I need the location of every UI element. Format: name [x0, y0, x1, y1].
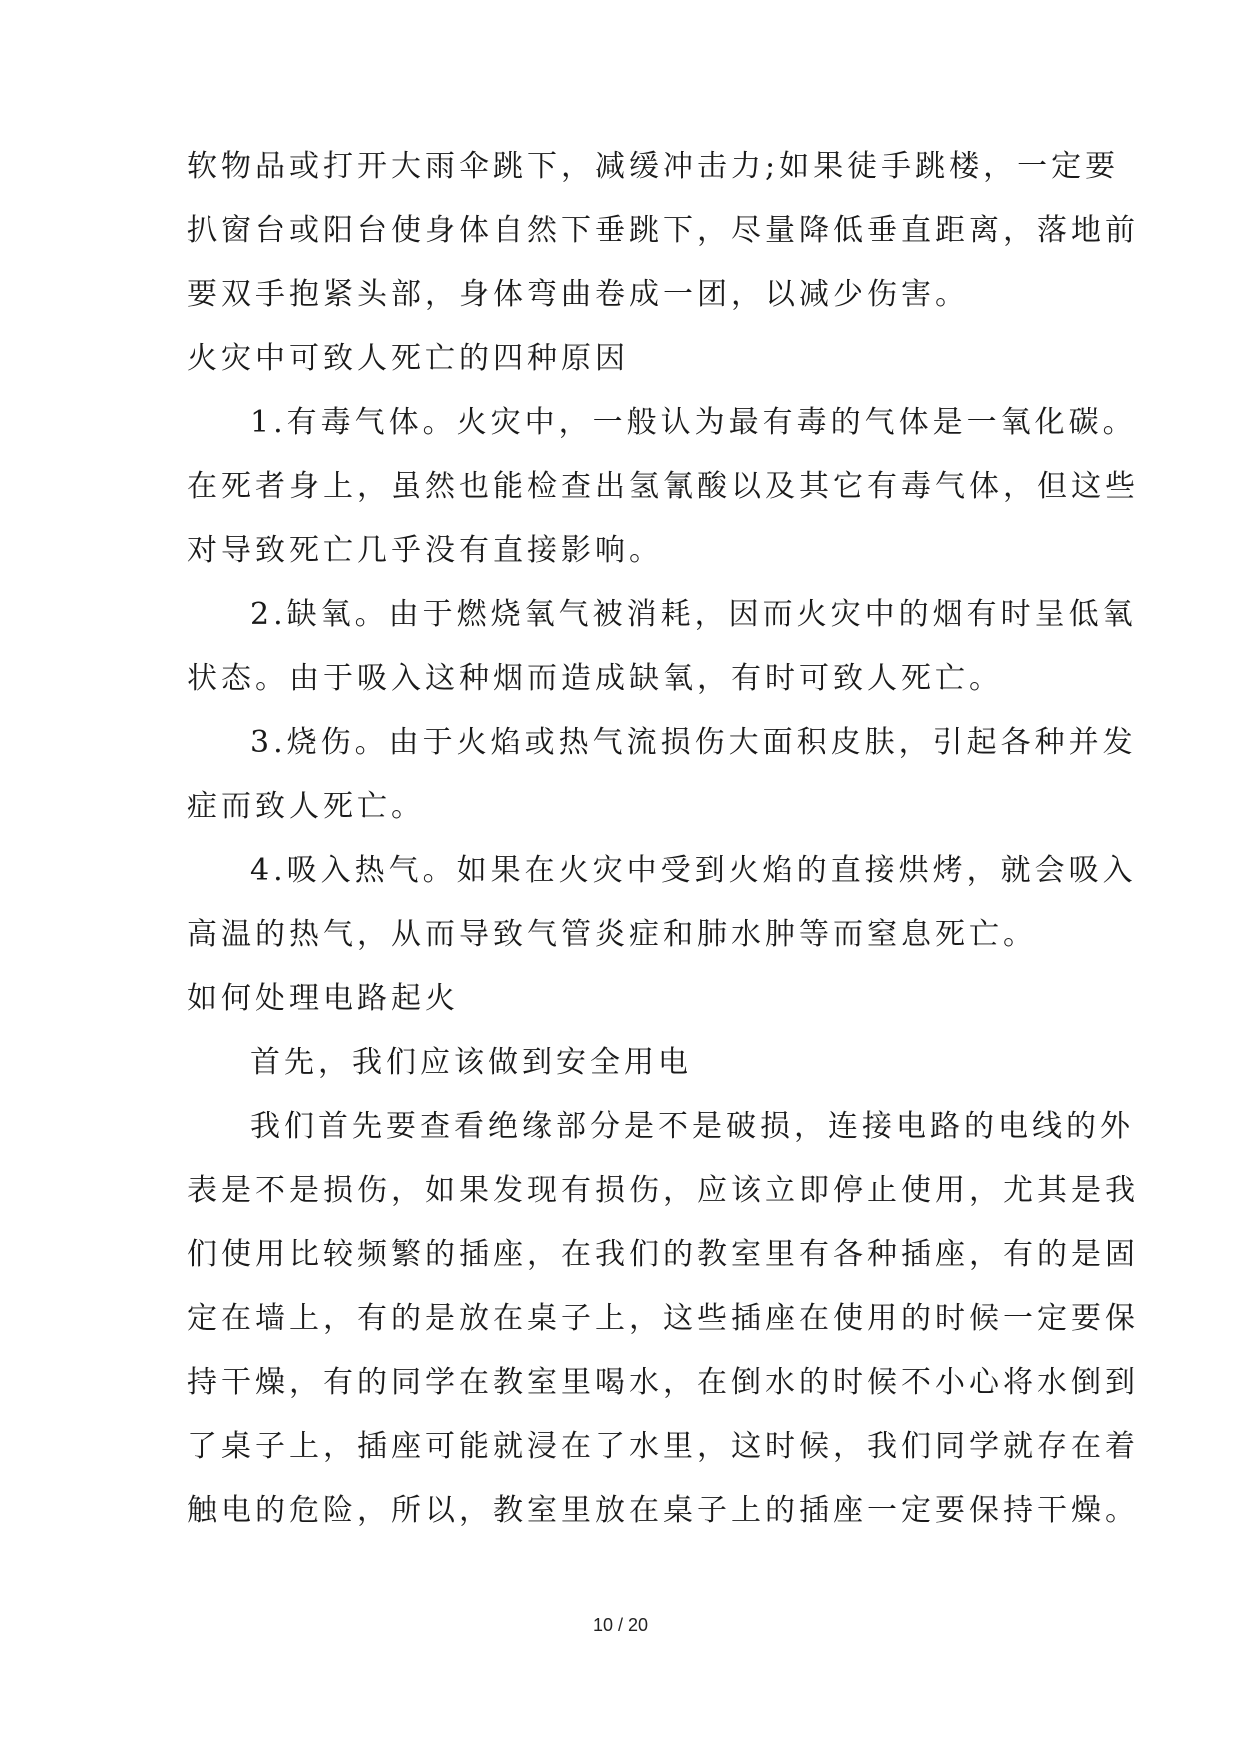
paragraph-line: 我们首先要查看绝缘部分是不是破损，连接电路的电线的外 [250, 1109, 1134, 1144]
paragraph-line: 首先，我们应该做到安全用电 [250, 1045, 692, 1080]
list-item-2: 2.缺氧。由于燃烧氧气被消耗，因而火灾中的烟有时呈低氧 [250, 597, 1137, 632]
paragraph-line: 们使用比较频繁的插座，在我们的教室里有各种插座，有的是固 [187, 1237, 1139, 1272]
paragraph-line: 高温的热气，从而导致气管炎症和肺水肿等而窒息死亡。 [187, 917, 1037, 952]
paragraph-line: 表是不是损伤，如果发现有损伤，应该立即停止使用，尤其是我 [187, 1173, 1139, 1208]
paragraph-line: 扒窗台或阳台使身体自然下垂跳下，尽量降低垂直距离，落地前 [187, 213, 1139, 248]
paragraph-line: 对导致死亡几乎没有直接影响。 [187, 533, 663, 568]
section-heading: 如何处理电路起火 [187, 981, 459, 1016]
paragraph-line: 状态。由于吸入这种烟而造成缺氧，有时可致人死亡。 [187, 661, 1003, 696]
list-item-1: 1.有毒气体。火灾中，一般认为最有毒的气体是一氧化碳。 [250, 405, 1137, 440]
list-item-4: 4.吸入热气。如果在火灾中受到火焰的直接烘烤，就会吸入 [250, 853, 1137, 888]
paragraph-line: 触电的危险，所以，教室里放在桌子上的插座一定要保持干燥。 [187, 1493, 1139, 1528]
paragraph-line: 了桌子上，插座可能就浸在了水里，这时候，我们同学就存在着 [187, 1429, 1139, 1464]
paragraph-line: 症而致人死亡。 [187, 789, 425, 824]
page-number: 10 / 20 [592, 1615, 649, 1635]
paragraph-line: 持干燥，有的同学在教室里喝水，在倒水的时候不小心将水倒到 [187, 1365, 1139, 1400]
paragraph-line: 在死者身上，虽然也能检查出氢氰酸以及其它有毒气体，但这些 [187, 469, 1139, 504]
paragraph-line: 要双手抱紧头部，身体弯曲卷成一团，以减少伤害。 [187, 277, 969, 312]
section-heading: 火灾中可致人死亡的四种原因 [187, 341, 629, 376]
list-item-3: 3.烧伤。由于火焰或热气流损伤大面积皮肤，引起各种并发 [250, 725, 1137, 760]
paragraph-line: 定在墙上，有的是放在桌子上，这些插座在使用的时候一定要保 [187, 1301, 1139, 1336]
paragraph-line: 软物品或打开大雨伞跳下，减缓冲击力;如果徒手跳楼，一定要 [187, 149, 1120, 184]
